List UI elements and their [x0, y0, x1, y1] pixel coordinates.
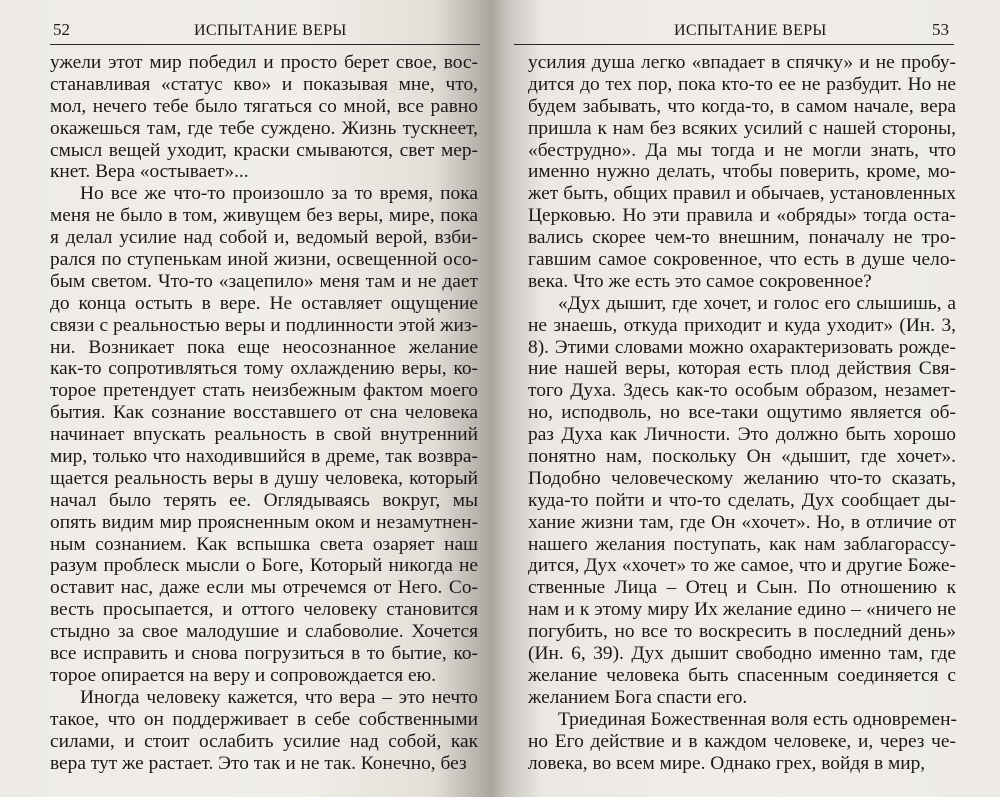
text-line: но Его действие и в каждом человеке, и, через че-	[528, 730, 956, 752]
text-line: бытия. Как сознание восставшего от сна человека	[50, 402, 478, 424]
text-line: ным сознанием. Как вспышка света озаряет наш	[50, 533, 478, 555]
text-line: усилия душа легко «впадает в спячку» и не пробу-	[528, 52, 956, 73]
text-line: начал было терять ее. Оглядываясь вокруг, мы	[50, 489, 478, 511]
text-line: хание жизни там, где Он «хочет». Но, в отличие от	[528, 511, 956, 533]
text-line: я делал усилие над собой и, ведомый верой, взби-	[50, 227, 478, 249]
text-line: «беструдно». Да мы тогда и не могли знать, что	[528, 139, 956, 161]
text-line: ние нашей веры, которая есть плод действия Свя-	[528, 358, 956, 380]
text-line: жет быть, общих правил и обычаев, установленных	[528, 183, 956, 205]
text-line: желание человека быть спасенным соединяется с	[528, 664, 956, 686]
left-running-head: ИСПЫТАНИЕ ВЕРЫ	[194, 22, 347, 39]
right-page	[492, 0, 1000, 797]
text-line: ни. Возникает пока еще неосознанное желание	[50, 336, 478, 358]
text-line: понятно нам, поскольку Он «дышит, где хочет».	[528, 446, 956, 468]
text-line: гавшим самое сокровенное, что есть в душе чело-	[528, 249, 956, 271]
text-line: меня не было в том, живущем без веры, мире, пока	[50, 205, 478, 227]
text-line: станавливая «статус кво» и показывая мне, что,	[50, 73, 478, 95]
text-line: желанием Бога спасти его.	[528, 686, 748, 708]
text-line: щается реальность веры в душу человека, который	[50, 467, 478, 489]
text-line: вались скорее чем-то внешним, поначалу не тро-	[528, 227, 956, 249]
text-line: нашего желания поступать, как нам заблагорассу-	[528, 533, 956, 555]
text-line: ужели этот мир победил и просто берет свое, вос-	[50, 52, 478, 73]
text-line: кнет. Вера «остывает»...	[50, 161, 249, 183]
text-line: такое, что он поддерживает в себе собственными	[50, 708, 478, 730]
text-line: стыдно за свое малодушие и слабоволие. Хочется	[50, 621, 478, 643]
text-line: мир, только что находившийся в дреме, так возвра-	[50, 446, 478, 468]
left-body-text	[50, 52, 478, 774]
text-line: Но все же что-то произошло за то время, пока	[80, 183, 478, 205]
text-line: «Дух дышит, где хочет, и голос его слышишь, а	[558, 292, 956, 314]
text-line: Иногда человеку кажется, что вера – это нечто	[80, 686, 478, 708]
text-line: Церковью. Но эти правила и «обряды» тогда оста-	[528, 205, 956, 227]
text-line: но, исподволь, но все-таки ощутимо является об-	[528, 402, 956, 424]
text-line: века. Что же есть это самое сокровенное?	[528, 270, 872, 292]
text-line: (Ин. 6, 39). Дух дышит свободно именно там, где	[528, 643, 956, 665]
text-line: Триединая Божественная воля есть одновремен-	[558, 708, 957, 730]
text-line: разум проблеск мысли о Боге, Который никогда не	[50, 555, 478, 577]
text-line: нам и к этому миру Их желание едино – «ничего не	[528, 599, 956, 621]
text-line: связи с реальностью веры и подлинности этой жиз-	[50, 314, 478, 336]
text-line: того Духа. Здесь как-то особым образом, незамет-	[528, 380, 956, 402]
text-line: оставит нас, даже если мы отречемся от Него. Со-	[50, 577, 478, 599]
left-page-number: 52	[53, 20, 70, 39]
text-line: ственные Лица – Отец и Сын. По отношению к	[528, 577, 956, 599]
text-line: раз Духа как Личности. Это должно быть хорошо	[528, 424, 956, 446]
text-line: смысл вещей уходит, краски смываются, свет мер-	[50, 139, 478, 161]
text-line: будем забывать, что когда-то, в самом начале, вера	[528, 95, 956, 117]
text-line: именно нужно делать, чтобы поверить, кроме, мо-	[528, 161, 956, 183]
left-header-rule	[50, 44, 480, 45]
text-line: не знаешь, откуда приходит и куда уходит» (Ин. 3,	[528, 314, 956, 336]
text-line: торое опирается на веру и сопровождается ею.	[50, 664, 436, 686]
text-line: окажешься там, где тебе суждено. Жизнь тускнеет,	[50, 117, 478, 139]
right-header-rule	[514, 44, 954, 45]
text-line: силами, и стоит ослабить усилие над собой, как	[50, 730, 478, 752]
text-line: бым светом. Что-то «зацепило» меня там и не дает	[50, 270, 478, 292]
text-line: пришла к нам без всяких усилий с нашей стороны,	[528, 117, 956, 139]
text-line: ловека, во всем мире. Однако грех, войдя в мир,	[528, 752, 926, 774]
right-body-text	[528, 52, 956, 774]
text-line: дится, Дух «хочет» то же самое, что и другие Боже-	[528, 555, 956, 577]
text-line: Подобно человеческому желанию что-то сказать,	[528, 467, 956, 489]
text-line: торое претендует стать неизбежным фактом моего	[50, 380, 478, 402]
text-line: погубить, но все то воскресить в последний день»	[528, 621, 956, 643]
text-line: опять видим мир проясненным оком и незамутнен-	[50, 511, 478, 533]
text-line: все исправить и снова погрузиться в то бытие, ко-	[50, 643, 478, 665]
text-line: рался по ступенькам иной жизни, освещенной осо-	[50, 249, 478, 271]
text-line: весть просыпается, и оттого человеку становится	[50, 599, 478, 621]
text-line: куда-то пойти и что-то сделать, Дух сообщает ды-	[528, 489, 956, 511]
left-page	[0, 0, 492, 797]
text-line: вера тут же растает. Это так и не так. Конечно, без	[50, 752, 467, 774]
text-line: до конца остыть в вере. Не оставляет ощущение	[50, 292, 478, 314]
text-line: как-то сопротивляться тому охлаждению веры, ко-	[50, 358, 478, 380]
text-line: 8). Этими словами можно охарактеризовать рожде-	[528, 336, 956, 358]
right-page-number: 53	[932, 20, 949, 39]
right-running-head: ИСПЫТАНИЕ ВЕРЫ	[674, 22, 827, 39]
text-line: дится до тех пор, пока кто-то ее не разбудит. Но не	[528, 73, 956, 95]
text-line: мол, нечего тебе было тягаться со мной, все равно	[50, 95, 478, 117]
text-line: начинает впускать реальность в свой внутренний	[50, 424, 478, 446]
